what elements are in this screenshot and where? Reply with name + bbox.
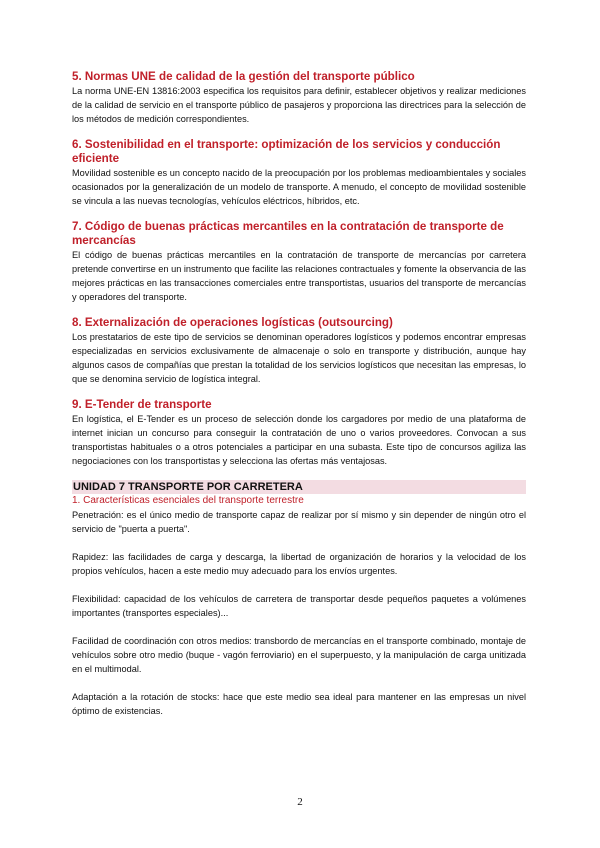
section-9 bbox=[72, 398, 526, 468]
section-paragraph: Movilidad sostenible es un concepto nacido de la preocupación por los problemas medioambientales y sociales ocasionados por la generalización de un modelo de transporte. A menudo, el concepto de movilidad sostenible se vincula a las nuevas tecnologías, vehículos eléctricos, híbridos, etc. bbox=[72, 168, 526, 206]
section-heading: 9. E-Tender de transporte bbox=[72, 398, 212, 411]
document-page bbox=[72, 70, 526, 718]
unit-paragraph-flexibilidad: Flexibilidad: capacidad de los vehículos de carretera de transportar desde pequeños paquetes a volúmenes importantes (transportes especiales)... bbox=[72, 594, 526, 618]
section-8 bbox=[72, 316, 526, 386]
unit-subheading: 1. Características esenciales del transporte terrestre bbox=[72, 495, 304, 506]
section-paragraph: En logística, el E-Tender es un proceso de selección donde los cargadores por medio de una plataforma de internet inician un concurso para conseguir la contratación de uno o varios proveedores. Convocan a sus transportistas habituales o a otros potenciales a participar en una subasta. Este tipo de concursos agiliza las negociaciones con los transportistas y selecciona las ofertas más ventajosas. bbox=[72, 414, 526, 466]
page-number: 2 bbox=[297, 796, 303, 808]
section-heading: 7. Código de buenas prácticas mercantiles en la contratación de transporte de mercancías bbox=[72, 220, 504, 247]
unit-paragraph-rapidez: Rapidez: las facilidades de carga y descarga, la libertad de organización de horarios y la velocidad de los propios vehículos, hacen a este medio muy adecuado para los envíos urgentes. bbox=[72, 552, 526, 576]
section-heading: 5. Normas UNE de calidad de la gestión del transporte público bbox=[72, 70, 415, 83]
unit-heading: UNIDAD 7 TRANSPORTE POR CARRETERA bbox=[72, 480, 526, 494]
unit-paragraph-coordinacion: Facilidad de coordinación con otros medios: transbordo de mercancías en el transporte combinado, montaje de vehículos sobre otro medio (buque - vagón ferroviario) en el superpuesto, y la manipulación de carga unitizada en el multimodal. bbox=[72, 636, 526, 674]
section-heading: 8. Externalización de operaciones logísticas (outsourcing) bbox=[72, 316, 393, 329]
section-7 bbox=[72, 220, 526, 304]
unit-paragraph-penetracion: Penetración: es el único medio de transporte capaz de realizar por sí mismo y sin depender de ningún otro el servicio de "puerta a puerta". bbox=[72, 510, 526, 534]
unit-paragraph-stocks: Adaptación a la rotación de stocks: hace que este medio sea ideal para mantener en las empresas un nivel óptimo de existencias. bbox=[72, 692, 526, 716]
section-heading: 6. Sostenibilidad en el transporte: optimización de los servicios y conducción eficiente bbox=[72, 138, 501, 165]
section-5 bbox=[72, 70, 526, 126]
section-paragraph: El código de buenas prácticas mercantiles en la contratación de transporte de mercancías por carretera pretende convertirse en un instrumento que facilite las relaciones contractuales y fomente la observancia de las mejores prácticas en las transacciones comerciales entre transportistas, usuarios del transporte de mercancías y operadores del transporte. bbox=[72, 250, 527, 302]
section-paragraph: Los prestatarios de este tipo de servicios se denominan operadores logísticos y podemos encontrar empresas especializadas en servicios exclusivamente de almacenaje o solo en transporte y distribución, aunque hay algunos casos de compañías que prestan la totalidad de los servicios logísticos que necesitan las empresas, lo que se denomina servicio de logística integral. bbox=[72, 332, 526, 384]
section-paragraph: La norma UNE-EN 13816:2003 especifica los requisitos para definir, establecer objetivos y realizar mediciones de la calidad de servicio en el transporte público de pasajeros y proporciona las directrices para la selección de los métodos de medición correspondientes. bbox=[72, 86, 526, 124]
section-6 bbox=[72, 138, 526, 208]
